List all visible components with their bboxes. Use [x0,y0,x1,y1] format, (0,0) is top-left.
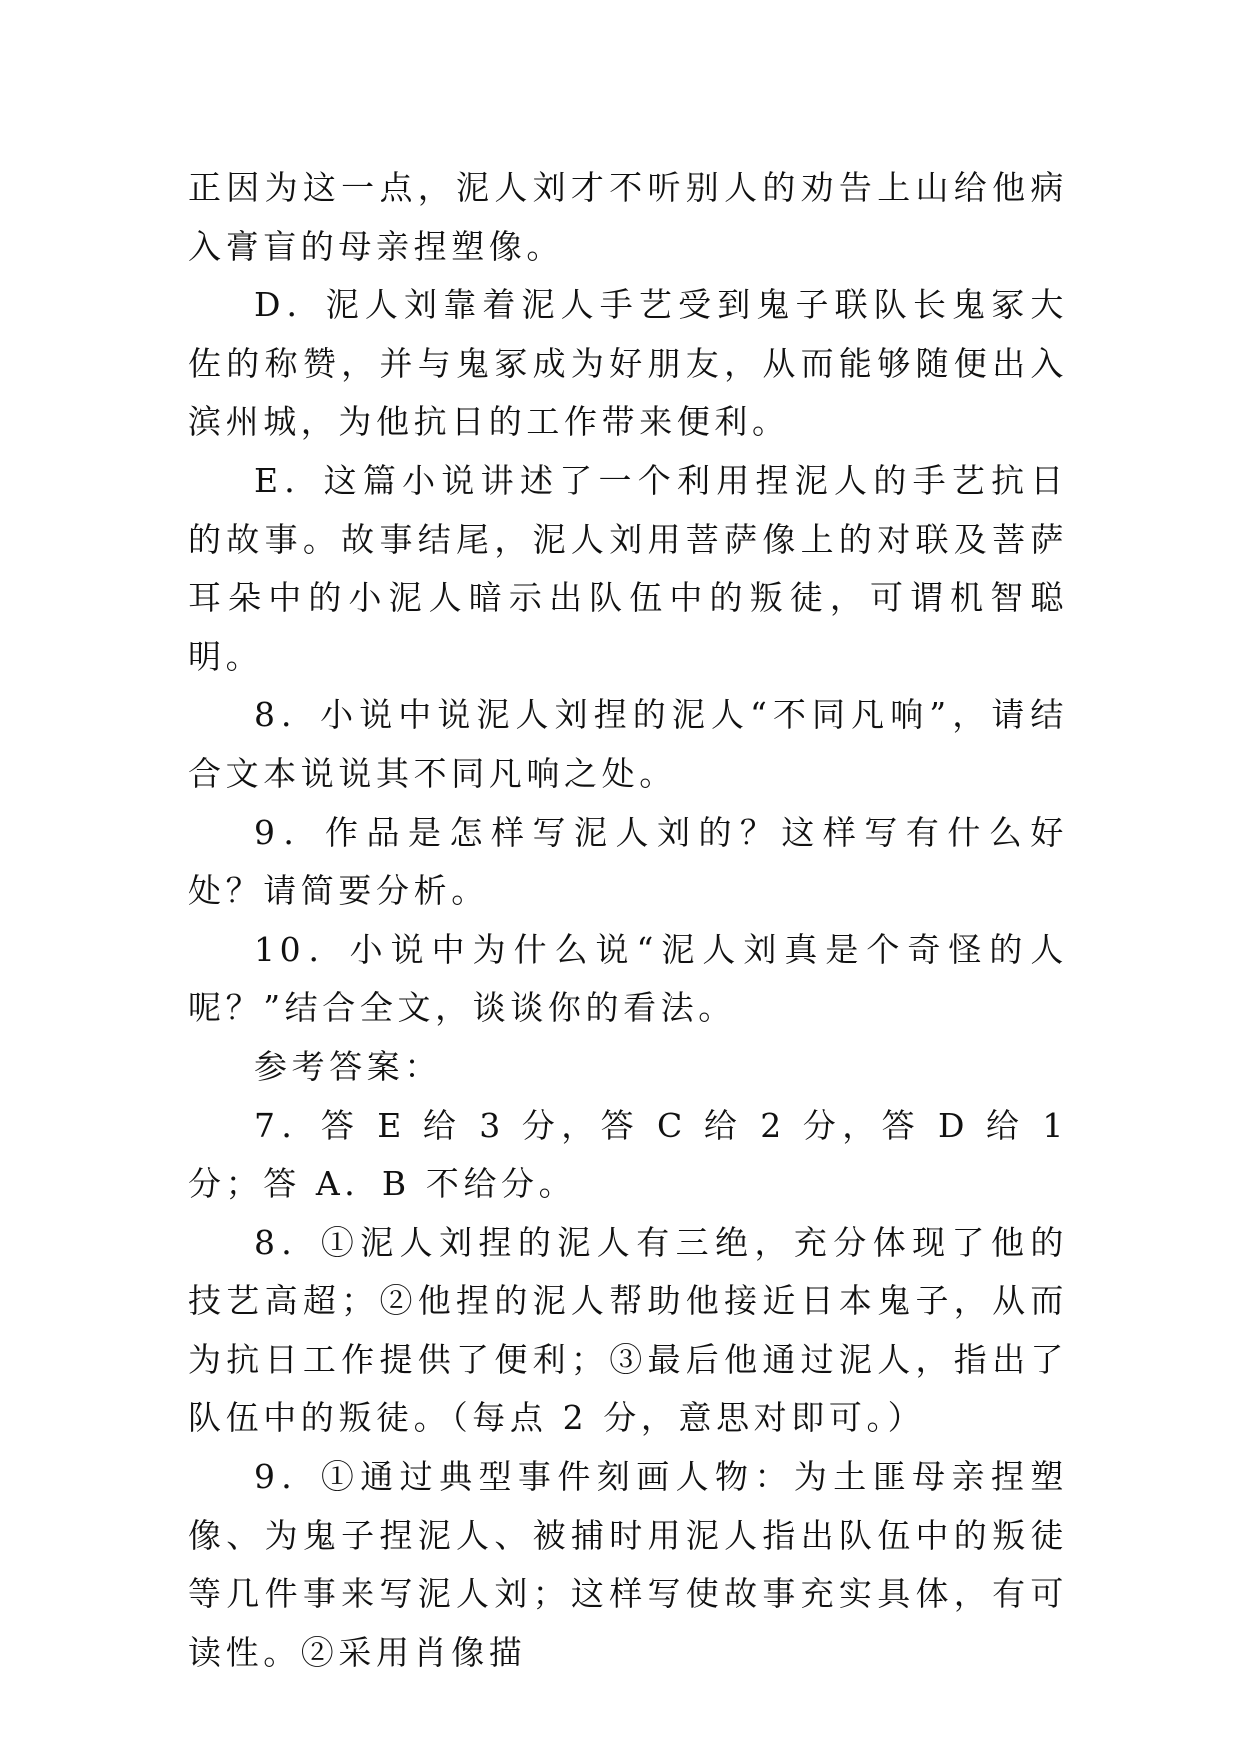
question-10: 10．小说中为什么说“泥人刘真是个奇怪的人呢？”结合全文，谈谈你的看法。 [188,929,1068,1028]
question-9: 9．作品是怎样写泥人刘的？这样写有什么好处？请简要分析。 [188,812,1068,911]
paragraph-1: 正因为这一点，泥人刘才不听别人的劝告上山给他病入膏盲的母亲捏塑像。 [188,168,1068,266]
document-body [188,159,1068,1682]
option-e-paragraph: E．这篇小说讲述了一个利用捏泥人的手艺抗日的故事。故事结尾，泥人刘用菩萨像上的对联及菩萨耳朵中的小泥人暗示出队伍中的叛徒，可谓机智聪明。 [188,460,1068,676]
answer-heading: 参考答案： [254,1046,442,1086]
answer-8: 8．①泥人刘捏的泥人有三绝，充分体现了他的技艺高超；②他捏的泥人帮助他接近日本鬼子，从而为抗日工作提供了便利；③最后他通过泥人，指出了队伍中的叛徒。（每点 2 分，意思对即可。） [188,1222,1068,1438]
option-d-paragraph: D．泥人刘靠着泥人手艺受到鬼子联队长鬼冢大佐的称赞，并与鬼冢成为好朋友，从而能够随便出入滨州城，为他抗日的工作带来便利。 [188,285,1068,442]
question-8: 8．小说中说泥人刘捏的泥人“不同凡响”，请结合文本说说其不同凡响之处。 [188,695,1068,793]
answer-9: 9．①通过典型事件刻画人物：为土匪母亲捏塑像、为鬼子捏泥人、被捕时用泥人指出队伍中的叛徒等几件事来写泥人刘；这样写使故事充实具体，有可读性。②采用肖像描 [188,1457,1068,1672]
answer-7: 7．答 E 给 3 分，答 C 给 2 分，答 D 给 1 分；答 A．B 不给分。 [188,1105,1068,1204]
